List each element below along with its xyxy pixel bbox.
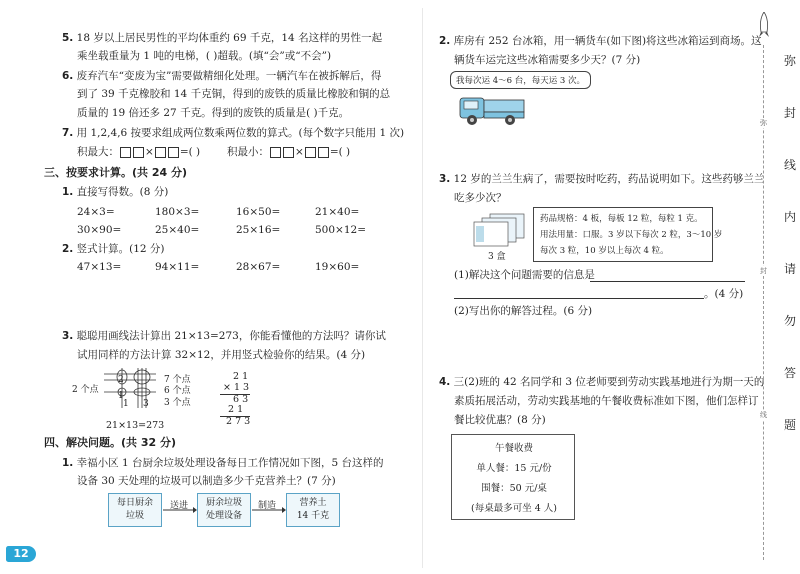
q6-line2: 到了 39 千克橡胶和 14 千克铜，得到的废铁的质量比橡胶和铜的总 bbox=[77, 88, 391, 100]
oral-calc: 21×40= bbox=[315, 206, 360, 218]
q7-line1: 7. 用 1,2,4,6 按要求组成两位数乘两位数的算式。(每个数字只能用 1 次) bbox=[62, 127, 405, 139]
vertical-calc: 47×13= bbox=[77, 261, 122, 273]
diagram-digit: 1 bbox=[123, 399, 129, 409]
q5-line2: 乘坐载重量为 1 吨的电梯，( )超载。(填“会”或“不会”) bbox=[77, 50, 332, 62]
speech-bubble: 我每次运 4～6 台，每天运 3 次。 bbox=[450, 71, 591, 89]
diagram-digit: 1 bbox=[118, 391, 124, 401]
oral-calc: 25×40= bbox=[155, 224, 200, 236]
page-divider bbox=[422, 8, 423, 568]
p1-line1: 1. 幸福小区 1 台厨余垃圾处理设备每日工作情况如下图，5 台这样的 bbox=[62, 457, 384, 469]
q6-line3: 质量的 19 倍还多 27 千克。得到的废铁的质量是( )千克。 bbox=[77, 107, 350, 119]
p2-line2: 辆货车运完这些冰箱需要多少天？(7 分) bbox=[454, 54, 641, 66]
vertical-line: 2 7 3 bbox=[226, 416, 251, 427]
diagram-digit: 2 bbox=[118, 375, 124, 385]
seal-margin bbox=[752, 0, 800, 574]
seal-small-char: 弥 bbox=[760, 119, 767, 127]
answer-box[interactable] bbox=[283, 147, 294, 158]
box-count-label: 3 盒 bbox=[488, 252, 506, 262]
vertical-calc: 19×60= bbox=[315, 261, 360, 273]
vertical-line: 2 1 bbox=[228, 404, 244, 415]
p4-line1: 4. 三(2)班的 42 名同学和 3 位老师要到劳动实践基地进行为期一天的 bbox=[439, 376, 765, 388]
arrow-right-icon bbox=[163, 506, 197, 514]
answer-box[interactable] bbox=[133, 147, 144, 158]
answer-box[interactable] bbox=[155, 147, 166, 158]
seal-char: 内 bbox=[784, 210, 797, 224]
flow-box-waste: 每日厨余 垃圾 bbox=[108, 493, 162, 527]
flow-arrow-label: 制造 bbox=[258, 501, 277, 511]
seal-small-char: 封 bbox=[760, 267, 767, 275]
c3-line1: 3. 聪聪用画线法计算出 21×13=273，你能看懂他的方法吗？请你试 bbox=[62, 330, 386, 342]
points-label: 3 个点 bbox=[164, 398, 191, 408]
answer-box[interactable] bbox=[318, 147, 329, 158]
oral-calc: 25×16= bbox=[236, 224, 281, 236]
page-number: 12 bbox=[6, 546, 36, 562]
points-label: 2 个点 bbox=[72, 385, 99, 395]
seal-small-char: 线 bbox=[760, 411, 767, 419]
answer-box[interactable] bbox=[120, 147, 131, 158]
p3-line2: 吃多少次？ bbox=[454, 192, 507, 204]
seal-char: 弥 bbox=[784, 54, 797, 68]
c3-line2: 试用同样的方法计算 32×12，并用竖式检验你的结果。(4 分) bbox=[77, 349, 366, 361]
answer-box[interactable] bbox=[270, 147, 281, 158]
q5-line1: 5. 18 岁以上居民男性的平均体重约 69 千克，14 名这样的男性一起 bbox=[62, 32, 383, 44]
medicine-instructions: 药品规格：4 板，每板 12 粒，每粒 1 克。 用法用量：口服。3 岁以下每次 2 粒，3～10 岁 每次 3 粒，10 岁以上每次 4 粒。 bbox=[533, 207, 713, 262]
p4-line2: 素质拓展活动，劳动实践基地的午餐收费标准如下图，他们怎样订 bbox=[454, 395, 759, 407]
section-3-title: 三、按要求计算。(共 24 分) bbox=[44, 166, 188, 179]
arrow-right-icon bbox=[252, 506, 286, 514]
p3-sub1: (1)解决这个问题需要的信息是 bbox=[454, 269, 595, 281]
seal-char: 线 bbox=[784, 158, 797, 172]
oral-calc: 24×3= bbox=[77, 206, 115, 218]
vertical-line: 2 1 bbox=[233, 371, 249, 382]
q7-max-row: 积最大： × =( ) bbox=[77, 146, 201, 158]
diagram-equation: 21×13=273 bbox=[106, 420, 165, 431]
p4-line3: 餐比较优惠？(8 分) bbox=[454, 414, 546, 426]
p3-sub2: (2)写出你的解答过程。(6 分) bbox=[454, 305, 593, 317]
p2-line1: 2. 库房有 252 台冰箱，用一辆货车(如下图)将这些冰箱运到商场。这 bbox=[439, 35, 762, 47]
p1-line2: 设备 30 天处理的垃圾可以制造多少千克营养土？(7 分) bbox=[77, 475, 336, 487]
truck-icon bbox=[458, 86, 528, 128]
p3-line1: 3. 12 岁的兰兰生病了，需要按时吃药，药品说明如下。这些药够兰兰 bbox=[439, 173, 765, 185]
seal-char: 勿 bbox=[784, 314, 797, 328]
seal-char: 答 bbox=[784, 366, 797, 380]
q7-min-row: 积最小： × =( ) bbox=[227, 146, 351, 158]
oral-calc: 30×90= bbox=[77, 224, 122, 236]
diagram-digit: 3 bbox=[143, 399, 149, 409]
p3-sub1-end: 。(4 分) bbox=[704, 288, 744, 300]
oral-calc: 16×50= bbox=[236, 206, 281, 218]
seal-char: 封 bbox=[784, 106, 797, 120]
oral-calc: 180×3= bbox=[155, 206, 200, 218]
seal-char: 题 bbox=[784, 418, 797, 432]
answer-line[interactable] bbox=[454, 298, 704, 299]
medicine-boxes-icon bbox=[470, 212, 530, 248]
points-label: 6 个点 bbox=[164, 386, 191, 396]
flow-box-soil: 营养土 14 千克 bbox=[286, 493, 340, 527]
vertical-calc: 94×11= bbox=[155, 261, 200, 273]
answer-line[interactable] bbox=[590, 281, 745, 282]
vertical-line: × 1 3 bbox=[223, 382, 250, 393]
seal-char: 请 bbox=[784, 262, 797, 276]
oral-calc: 500×12= bbox=[315, 224, 366, 236]
points-label: 7 个点 bbox=[164, 375, 191, 385]
c1-title: 1. 直接写得数。(8 分) bbox=[62, 186, 169, 198]
section-4-title: 四、解决问题。(共 32 分) bbox=[44, 436, 177, 449]
vertical-calc: 28×67= bbox=[236, 261, 281, 273]
answer-box[interactable] bbox=[305, 147, 316, 158]
vertical-line: 6 3 bbox=[233, 394, 249, 405]
lunch-price-board: 午餐收费 单人餐：15 元/份 围餐：50 元/桌 (每桌最多可坐 4 人) bbox=[451, 434, 575, 520]
rocket-icon bbox=[758, 12, 770, 38]
answer-box[interactable] bbox=[168, 147, 179, 158]
flow-arrow-label: 送进 bbox=[170, 501, 189, 511]
q6-line1: 6. 废弃汽车“变废为宝”需要做精细化处理。一辆汽车在被拆解后，得 bbox=[62, 70, 382, 82]
flow-box-device: 厨余垃圾 处理设备 bbox=[197, 493, 251, 527]
c2-title: 2. 竖式计算。(12 分) bbox=[62, 243, 165, 255]
